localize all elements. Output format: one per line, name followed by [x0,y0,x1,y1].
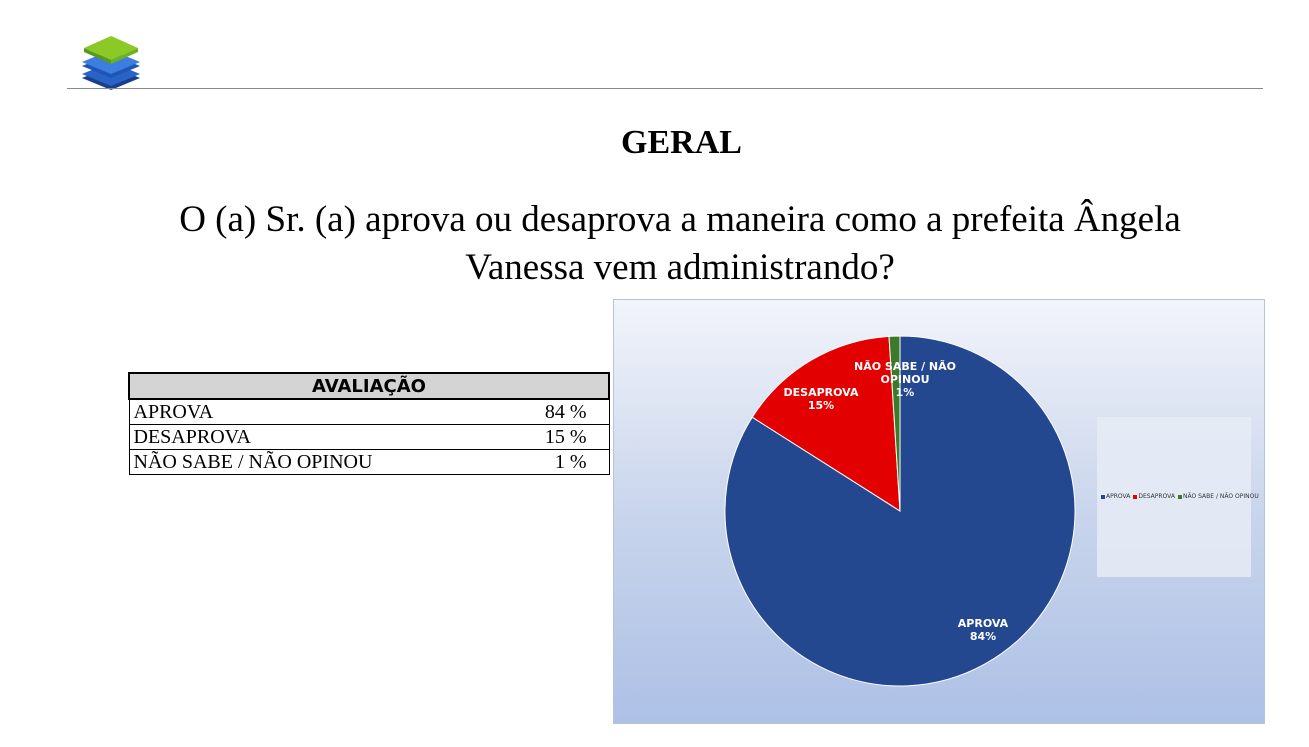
legend-label: NÃO SABE / NÃO OPINOU [1183,493,1259,500]
table-row [129,425,609,450]
pie-chart [613,299,1265,724]
legend-label: DESAPROVA [1138,493,1176,500]
legend-item-aprova [1101,493,1130,500]
row-value: 1 % [493,450,610,475]
layers-logo-icon [76,32,146,90]
table-row [129,450,609,475]
data-label-desaprova: DESAPROVA 15% [783,386,859,412]
legend-swatch [1178,495,1182,499]
row-label: NÃO SABE / NÃO OPINOU [129,450,493,475]
row-label: APROVA [129,399,493,425]
question-line-2: Vanessa vem administrando? [465,247,895,288]
legend-item-desaprova [1133,493,1175,500]
legend-swatch [1133,495,1137,499]
page-title: GERAL [621,124,742,161]
survey-question [80,196,1280,292]
legend-swatch [1101,495,1105,499]
results-table [128,372,610,475]
legend-label: APROVA [1106,493,1131,500]
chart-legend [1097,417,1259,577]
header-divider [67,88,1263,89]
row-value: 15 % [493,425,610,450]
legend-entries [1101,493,1262,500]
row-value: 84 % [493,399,610,425]
table-header: AVALIAÇÃO [129,373,609,399]
question-line-1: O (a) Sr. (a) aprova ou desaprova a maneira como a prefeita Ângela [179,199,1181,240]
data-label-aprova: APROVA 84% [957,617,1009,643]
table-row [129,399,609,425]
row-label: DESAPROVA [129,425,493,450]
data-label-nao-sabe: NÃO SABE / NÃO OPINOU 1% [854,360,956,399]
legend-item-nao-sabe [1178,493,1259,500]
